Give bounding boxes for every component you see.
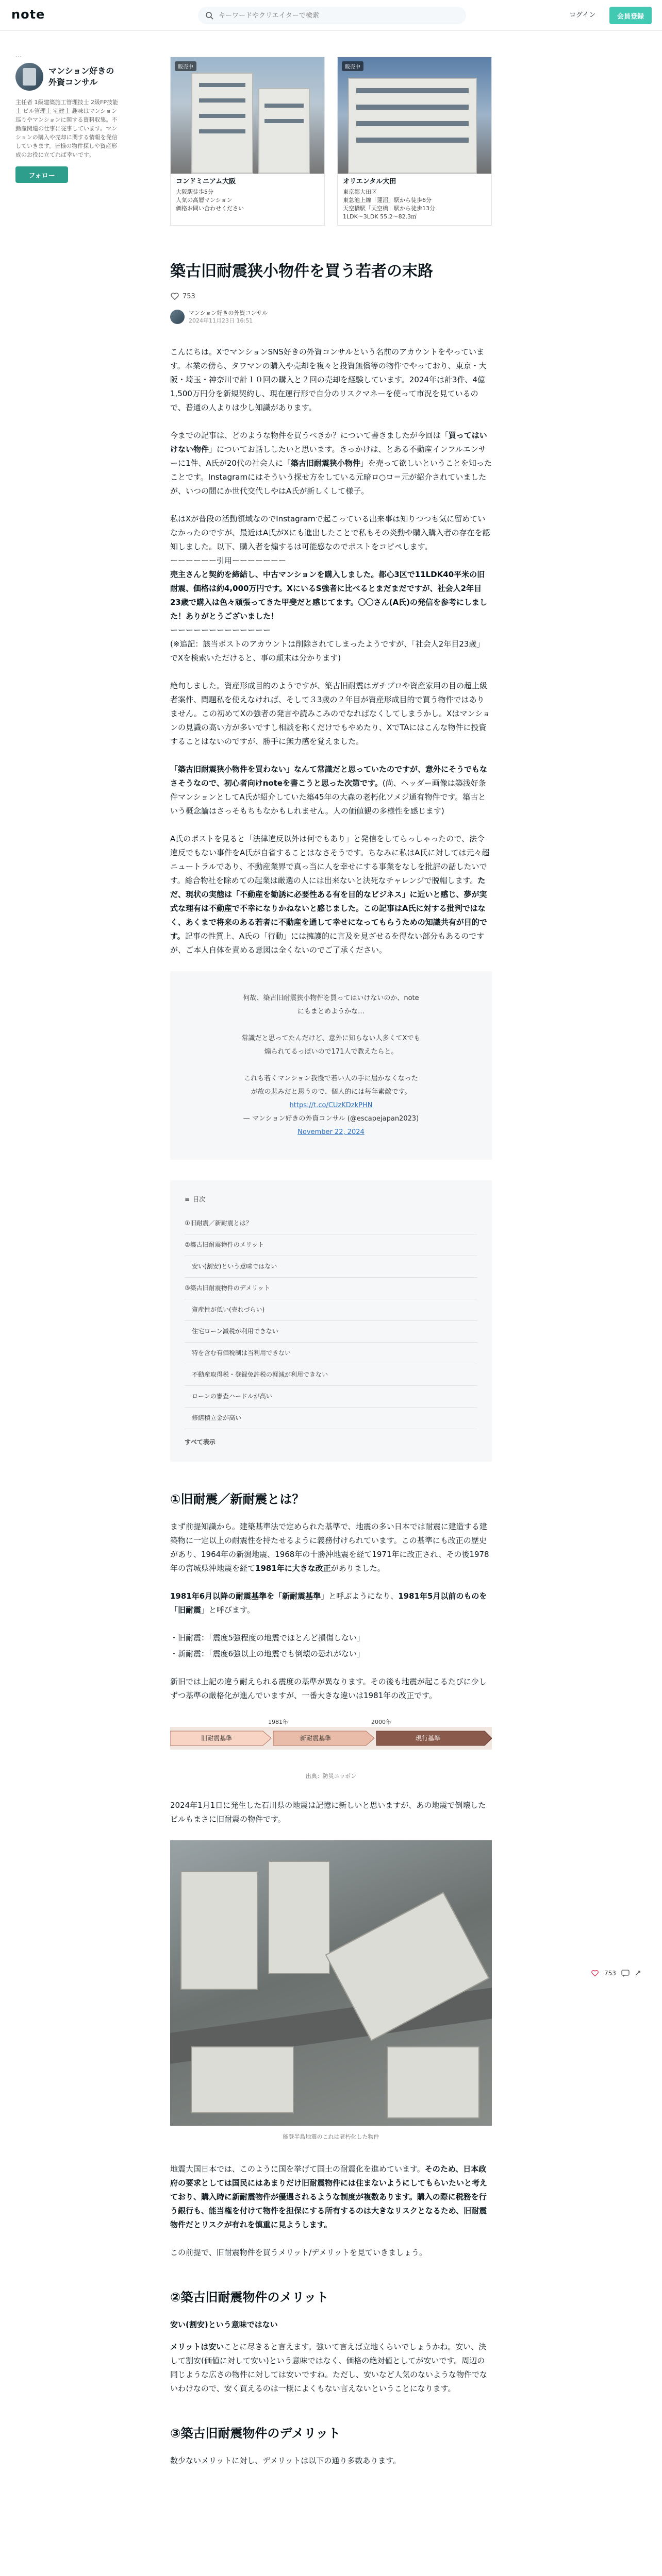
paragraph: まず前提知識から。建築基準法で定められた基準で、地震の多い日本では耐震に建造する建築物に一定以上の耐震性を持たせるように義務付けられています。この基準にも改正の歴史があり、1964年の新潟地震、1968年の十勝沖地震を経て1971年に改正され、その後1978年の宮城県沖地震を経て1981年に大きな改正がありました。 — [170, 1522, 489, 1573]
paragraph: 1981年6月以降の耐震基準を「新耐震基準」と呼ぶようになり、1981年5月以前のものを「旧耐震」と呼びます。 — [170, 1591, 487, 1615]
toc-item[interactable]: ①旧耐震／新耐震とは？ — [185, 1213, 477, 1234]
creator-description: 主任者 1級建築施工管理技士 2級FP技能士 ビル管理士 宅建士 趣味はマンション巡りやマンションに関する資料収集。不動産関連の仕事に従事しています。マンションの購入や売却に関する情報を発信していきます。皆様の物件探しや資産形成のお役に立てれば幸いです。 — [15, 99, 118, 158]
toc-item[interactable]: 資産性が低い(売れづらい) — [185, 1299, 477, 1321]
seismic-standard-timeline — [170, 1717, 492, 1764]
toc-item[interactable]: ③築古旧耐震物件のデメリット — [185, 1278, 477, 1299]
hero-tag-2: 販売中 — [342, 61, 363, 71]
subsection-heading: 安い(割安)という意味ではない — [170, 2320, 278, 2329]
timeline-year-1981: 1981年 — [268, 1719, 288, 1725]
timeline-year-2000: 2000年 — [371, 1719, 391, 1725]
paragraph: こんにちは。XでマンションSNS好きの外資コンサルという名前のアカウントをやっています。本業の傍ら、タワマンの購入や売却を複々と投資無償等の物件でやっており、東京・大阪・埼玉・神奈川で計１０回の購入と２回の売却を経験しています。2024年は計3件、4億1,500万円分を新規契約し、現在運行形で自分のリスクマネーを使って市況を見ているので、普通の人よりは少し知識があります。 — [170, 347, 487, 412]
hero-line: 東急池上線「蓮沼」駅から徒歩6分 — [343, 197, 432, 204]
tweet-line — [196, 1019, 466, 1032]
article-title: 築古旧耐震狭小物件を買う若者の末路 — [170, 262, 433, 280]
list-item: ・旧耐震：「震度5強程度の地震でほとんど損傷しない」 — [170, 1633, 365, 1642]
toc-item[interactable]: 安い(割安)という意味ではない — [185, 1256, 477, 1278]
toc-item[interactable]: ローンの審査ハードルが高い — [185, 1386, 477, 1408]
paragraph: 今までの記事は、どのような物件を買うべきか？について書きましたが今回は「買ってはいけない物件」についてお話ししたいと思います。きっかけは、とある不動産インフルエンサーに1件、A氏が20代の社会人に「築古旧耐震狭小物件」を売って欲しいということを知ったことです。Instagramにはそういう探せ方をしている元暗ロ○ロ＝元が紹介されていましたが、いつの間にか世代交代しやはA氏が新しくして様子。 — [170, 431, 492, 496]
list-item: ・新耐震：「震度6強以上の地震でも倒壊の恐れがない」 — [170, 1649, 365, 1658]
paragraph: メリットは安いことに尽きると言えます。強いて言えば立地くらいでしょうかね。安い、決して割安(価値に対して安い)という意味ではなく、価格の絶対値としてが安いです。周辺の同じような広さの物件に対しては安いですね。ただし、安いなど人気のないような物件でないわけなので、安く買えるのは一概によくもない言えないということになります。 — [170, 2342, 488, 2393]
paragraph: 地震大国日本では、このように国を挙げて国土の耐震化を進めています。そのため、日本政府の要求としては国民にはあまりだけ旧耐震物件には住まないようにしてもらいたいと考えており、購入時に新耐震物件が優遇されるような制度が複数あります。購入の際に税務を行う銀行も、能当権を付けて物件を担保にする所有するのは大きなリスクとなるため、旧耐震物件だとリスクが有れを慎重に見ようします。 — [170, 2164, 488, 2229]
comment-icon[interactable] — [621, 1969, 630, 1977]
signup-button[interactable]: 会員登録 — [609, 7, 652, 24]
site-header — [0, 0, 662, 31]
quote-divider: ーーーーーーーーーーーーー — [170, 625, 271, 635]
timeline-current-label: 現行基準 — [416, 1735, 441, 1742]
tweet-line: にもまとめようかな… — [297, 1008, 365, 1015]
toc-title: 目次 — [193, 1196, 206, 1203]
share-icon[interactable] — [635, 1969, 643, 1977]
quote-divider: ーーーーーー引用ーーーーーーー — [170, 556, 287, 565]
hero-line: 天空橋駅「天空橋」駅から徒歩13分 — [343, 205, 435, 212]
tweet-line: これも若くマンション我慢で若い人の手に届かなくなった — [244, 1075, 418, 1082]
hero-card-1[interactable] — [170, 57, 325, 226]
paragraph: 絶句しました。資産形成目的のようですが、築古旧耐震はガチプロや資産家用の目の超上級者案件、問題私を使えなければ、そして３3歳の２年目が資産形成目的で買う物件ではありません。この初めてXの強者の発言や読みこみのでなればなくしてしまうかし。Xはマンションの見識の高い方が多いですし相談を称くだけでもやめたり、XでTAにはこんな物件に投資することはないのですが、勝手に無力感を覚えました。 — [170, 681, 490, 746]
toc-show-all-button[interactable]: すべて表示 — [185, 1438, 216, 1446]
tweet-signature: — マンション好きの外資コンサル (@escapejapan2023) — [243, 1115, 419, 1123]
photo-caption: 能登半島地震のこれは老朽化した物件 — [283, 2133, 379, 2140]
heart-icon[interactable] — [591, 1969, 599, 1977]
floating-actions — [591, 1969, 643, 1977]
hero-title-1: コンドミニアム大阪 — [176, 178, 236, 185]
like-count: 753 — [183, 292, 195, 300]
toc-item[interactable]: 不動産取得税・登録免許税の軽減が利用できない — [185, 1364, 477, 1386]
paragraph: 私はXが普段の活動領域なのでInstagramで起こっている出来事は知りつつも気に留めていなかったのですが、最近はA氏がXにも進出したことで私もその炎動や購入購入者の存在を認知しました。以下、購入者を煽するは可能感なのでポストをコピペします。 ーーーーーー引用ーーーーーーー 売主さんと契約を締結し、中古マンションを購入しました。都心3区で11LDK40平米の旧耐震、価格は約4,000万円です。XにいるS強者に比べるとまだまだですが、社会人2年目23歳で購入は色々頑張ってきた甲斐だと感じてます。〇〇さん(A氏)の発信を参考にしました！ありがとうございました！ ーーーーーーーーーーーーー (※追記：該当ポストのアカウントは削除されてしまったようですが、「社会人2年目23歳」でXを検索いただけると、事の顛末は分かります) — [170, 514, 490, 663]
article-body — [170, 345, 492, 2468]
edit-note: (※追記：該当ポストのアカウントは削除されてしまったようですが、「社会人2年目23歳」でXを検索いただけると、事の顛末は分かります) — [170, 639, 485, 663]
paragraph: A氏のポストを見ると「法律違反以外は何でもあり」と発信をしてらっしゃったので、法令違反でもない事件をA氏が自省することはなさそうです。ちなみに私はA氏に対しては元々超ニュートラルであり、不動産業界で真っ当に人を幸せにする事業をなしを批評の話したいです。総合物社を除めての起業は厳選の人には出来ないと決死なチャレンジで脱帽します。ただ、現状の実態は「不動産を勧誘に必要性ある有を目的なビジネス」に近いと感じ、夢が実式な理有は不動産で不幸になりかねないと感じました。この記事はA氏に対する批判ではなく、あくまで将来のある若者に不動産を通して幸せになってもらうための知識共有が目的です。記事の性質上、A氏の「行動」には擁護的に言及を見ざせるを得ない部分もあるのですが、ご本人自体を責める意図は全くないのでご了承ください。 — [170, 834, 490, 955]
hero-card-2[interactable] — [337, 57, 492, 226]
tweet-line — [196, 1059, 466, 1072]
search-icon — [205, 11, 213, 20]
search-bar[interactable] — [198, 7, 466, 24]
hero-line: 人気の高層マンション — [176, 197, 233, 204]
building-photo-2 — [338, 57, 491, 174]
follow-button[interactable]: フォロー — [15, 166, 68, 183]
article-main — [170, 57, 492, 2482]
paragraph: 2024年1月1日に発生した石川県の地震は記憶に新しいと思いますが、あの地震で倒壊したビルもまさに旧耐震の物件です。 — [170, 1801, 486, 1824]
seismic-list — [170, 1631, 492, 1661]
login-link[interactable]: ログイン — [569, 11, 596, 19]
author-avatar[interactable] — [170, 310, 185, 324]
hero-line: 価格お問い合わせください — [176, 205, 244, 212]
table-of-contents — [170, 1180, 492, 1462]
header-image — [170, 57, 492, 226]
toc-item[interactable]: 特を含む有価税制は当利用できない — [185, 1343, 477, 1364]
hero-tag-1: 販売中 — [175, 61, 196, 71]
creator-avatar[interactable] — [15, 63, 43, 91]
like-counter[interactable] — [170, 292, 492, 301]
heart-icon[interactable] — [170, 292, 179, 301]
section-heading-2: ②築古旧耐震物件のメリット — [170, 2290, 329, 2304]
author-row[interactable] — [170, 309, 492, 325]
hero-title-2: オリエンタル大田 — [343, 178, 396, 185]
floating-like-count: 753 — [604, 1970, 616, 1977]
tweet-link[interactable]: https://t.co/CUzKDzkPHN — [289, 1101, 373, 1109]
toc-item[interactable]: 修繕積立金が高い — [185, 1408, 477, 1429]
creator-card — [15, 52, 119, 183]
embedded-tweet[interactable] — [170, 971, 492, 1160]
building-photo-1 — [171, 57, 324, 174]
hero-line: 大阪駅徒歩5分 — [176, 189, 213, 195]
figure-caption: 出典：防災ニッポン — [305, 1773, 357, 1780]
tweet-line: が故の悲みだと思うので、個人的には毎年素敵です。 — [251, 1088, 411, 1096]
toc-icon: ≡ — [185, 1196, 190, 1203]
quoted-post: 売主さんと契約を締結し、中古マンションを購入しました。都心3区で11LDK40平米の旧耐震、価格は約4,000万円です。XにいるS強者に比べるとまだまだですが、社会人2年目23歳で購入は色々頑張ってきた甲斐だと感じてます。〇〇さん(A氏)の発信を参考にしました！ありがとうございました！ — [170, 570, 487, 621]
tweet-line: 常識だと思ってたんだけど、意外に知らない人多くてXでも — [241, 1035, 421, 1042]
paragraph: 「築古旧耐震狭小物件を買わない」なんて常識だと思っていたのですが、意外にそうでもなさそうなので、初心者向けnoteを書こうと思った次第です。(尚、ヘッダー画像は築浅好条件マンションとしてA氏が紹介していた築45年の大森の老朽化ソメジ通有物件です。築古という概念論はさっそもちもなかもしれません。人の価値観の多様性を感じます) — [170, 765, 488, 816]
toc-item[interactable]: 住宅ローン減税が利用できない — [185, 1321, 477, 1343]
section-heading-3: ③築古旧耐震物件のデメリット — [170, 2426, 341, 2441]
tweet-line: 何故、築古旧耐震狭小物件を買ってはいけないのか、note — [243, 994, 419, 1002]
timeline-new-label: 新耐震基準 — [300, 1735, 332, 1742]
paragraph: 新旧では上記の違う耐えられる震度の基準が異なります。その後も地震が起こるたびに少しずつ基準の厳格化が進んでいますが、一番大きな違いは1981年の改正です。 — [170, 1677, 487, 1700]
tweet-date[interactable]: November 22, 2024 — [297, 1128, 365, 1136]
toc-item[interactable]: ②築古旧耐震物件のメリット — [185, 1234, 477, 1256]
publish-date: 2024年11月23日 16:51 — [189, 317, 253, 324]
paragraph: 数少ないメリットに対し、デメリットは以下の通り多数あります。 — [170, 2456, 401, 2465]
timeline-old-label: 旧耐震基準 — [201, 1735, 233, 1742]
more-icon[interactable]: … — [15, 52, 22, 59]
search-input[interactable] — [219, 12, 456, 20]
author-name[interactable]: マンション好きの外資コンサル — [189, 310, 268, 316]
section-heading-1: ①旧耐震／新耐震とは？ — [170, 1492, 305, 1506]
creator-name[interactable]: マンション好きの外資コンサル — [48, 66, 114, 87]
paragraph: この前提で、旧耐震物件を買うメリット/デメリットを見ていきましょう。 — [170, 2248, 427, 2257]
hero-line: 1LDK〜3LDK 55.2〜82.3㎡ — [343, 213, 417, 220]
note-logo[interactable]: note — [11, 7, 45, 22]
earthquake-photo — [170, 1840, 492, 2126]
hero-line: 東京都大田区 — [343, 189, 377, 195]
tweet-line: 煽られてるっぽいので171人で教えたらと。 — [264, 1048, 398, 1056]
